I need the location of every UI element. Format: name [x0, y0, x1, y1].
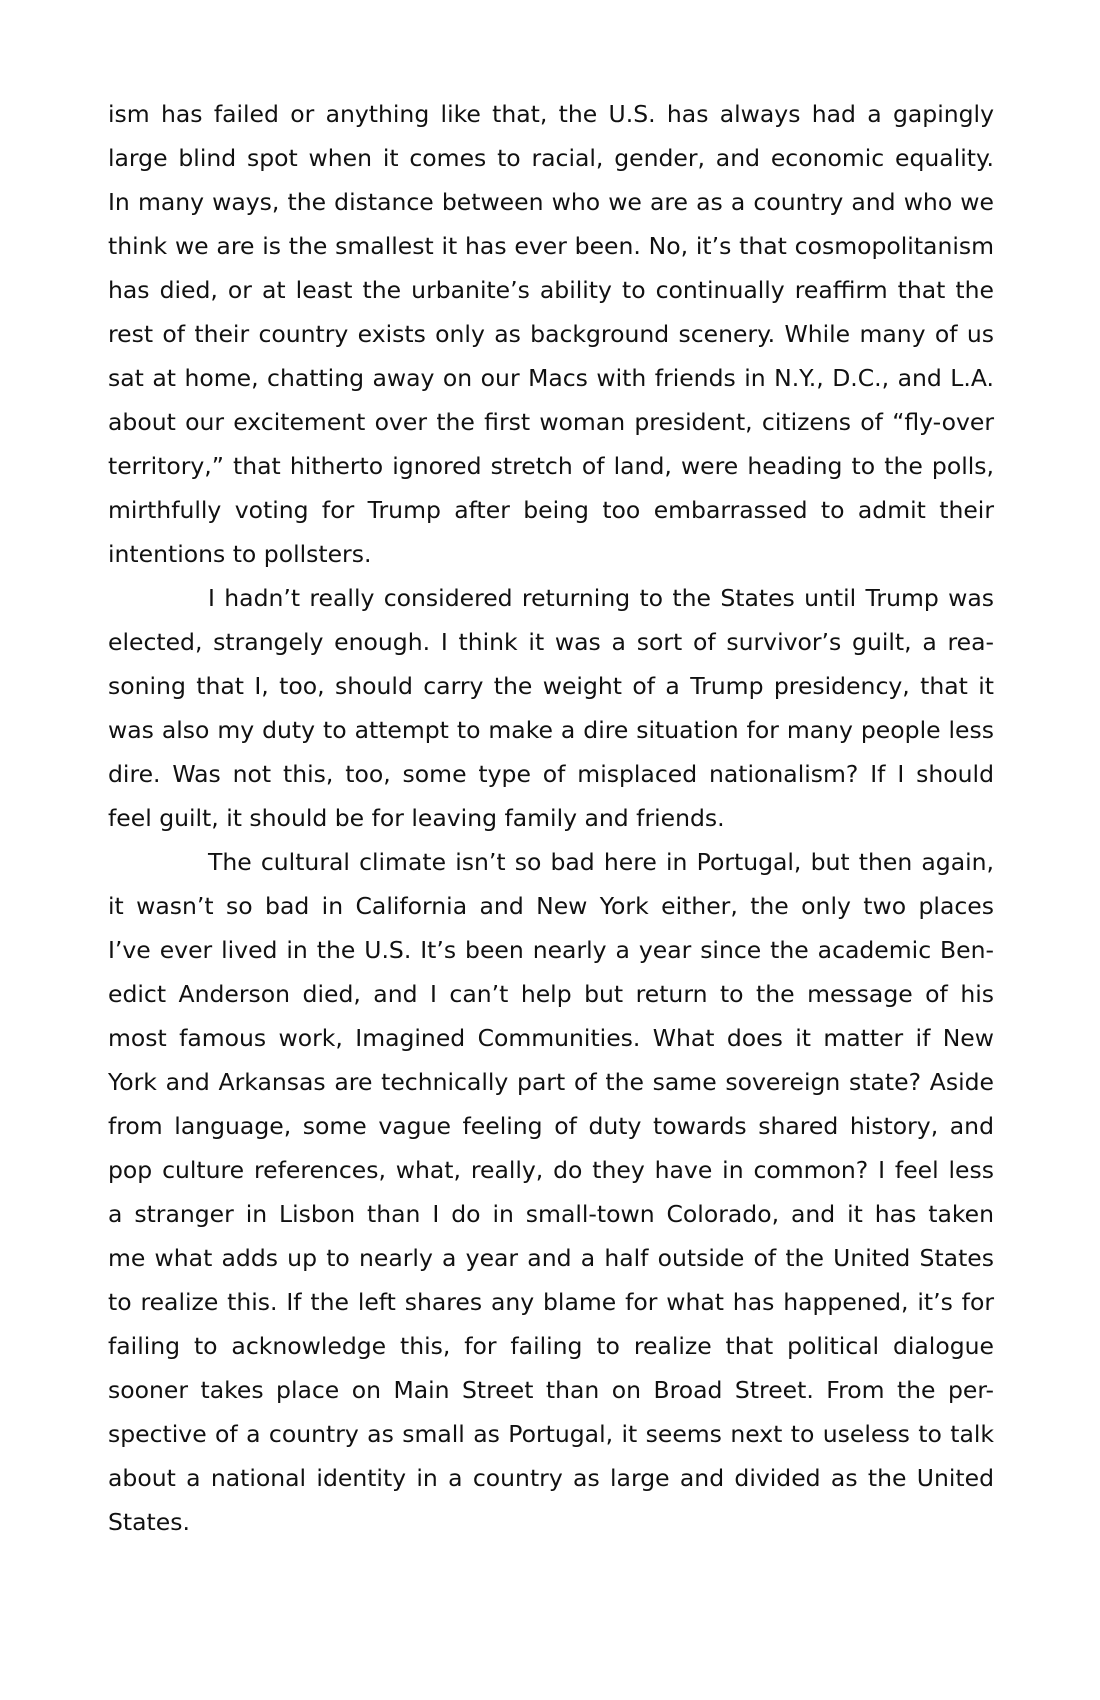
- text-line: sooner takes place on Main Street than on Broad Street. From the per-: [108, 1376, 994, 1404]
- text-line: failing to acknowledge this, for failing to realize that political dialogue: [108, 1332, 994, 1360]
- text-line: it wasn’t so bad in California and New York either, the only two places: [108, 892, 994, 920]
- text-line: spective of a country as small as Portugal, it seems next to useless to talk: [108, 1420, 994, 1448]
- paragraph-1: [108, 92, 994, 576]
- text-line: States.: [108, 1508, 190, 1536]
- text-line: The cultural climate isn’t so bad here in Portugal, but then again,: [208, 848, 994, 876]
- text-line: about our excitement over the first woman president, citizens of “fly-over: [108, 408, 994, 436]
- text-line: pop culture references, what, really, do they have in common? I feel less: [108, 1156, 994, 1184]
- text-line: most famous work, Imagined Communities. What does it matter if New: [108, 1024, 994, 1052]
- text-line: me what adds up to nearly a year and a half outside of the United States: [108, 1244, 994, 1272]
- text-line: ism has failed or anything like that, the U.S. has always had a gapingly: [108, 100, 994, 128]
- text-line: dire. Was not this, too, some type of misplaced nationalism? If I should: [108, 760, 994, 788]
- text-line: mirthfully voting for Trump after being too embarrassed to admit their: [108, 496, 994, 524]
- text-line: was also my duty to attempt to make a dire situation for many people less: [108, 716, 994, 744]
- text-line: York and Arkansas are technically part of the same sovereign state? Aside: [108, 1068, 994, 1096]
- text-line: In many ways, the distance between who we are as a country and who we: [108, 188, 994, 216]
- text-line: edict Anderson died, and I can’t help but return to the message of his: [108, 980, 994, 1008]
- text-line: territory,” that hitherto ignored stretch of land, were heading to the polls,: [108, 452, 994, 480]
- paragraph-3: [108, 840, 994, 1544]
- text-line: to realize this. If the left shares any blame for what has happened, it’s for: [108, 1288, 994, 1316]
- text-line: has died, or at least the urbanite’s ability to continually reaffirm that the: [108, 276, 994, 304]
- text-line: intentions to pollsters.: [108, 540, 372, 568]
- text-line: sat at home, chatting away on our Macs with friends in N.Y., D.C., and L.A.: [108, 364, 994, 392]
- text-line: rest of their country exists only as background scenery. While many of us: [108, 320, 994, 348]
- paragraph-2: [108, 576, 994, 840]
- text-line: a stranger in Lisbon than I do in small-town Colorado, and it has taken: [108, 1200, 994, 1228]
- text-line: about a national identity in a country as large and divided as the United: [108, 1464, 994, 1492]
- text-line: I hadn’t really considered returning to the States until Trump was: [208, 584, 994, 612]
- text-line: from language, some vague feeling of duty towards shared history, and: [108, 1112, 994, 1140]
- text-line: think we are is the smallest it has ever been. No, it’s that cosmopolitanism: [108, 232, 994, 260]
- text-line: large blind spot when it comes to racial, gender, and economic equality.: [108, 144, 994, 172]
- text-line: elected, strangely enough. I think it was a sort of survivor’s guilt, a rea-: [108, 628, 994, 656]
- body-text: [108, 92, 994, 1544]
- text-line: I’ve ever lived in the U.S. It’s been nearly a year since the academic Ben-: [108, 936, 994, 964]
- text-line: soning that I, too, should carry the weight of a Trump presidency, that it: [108, 672, 994, 700]
- text-line: feel guilt, it should be for leaving family and friends.: [108, 804, 725, 832]
